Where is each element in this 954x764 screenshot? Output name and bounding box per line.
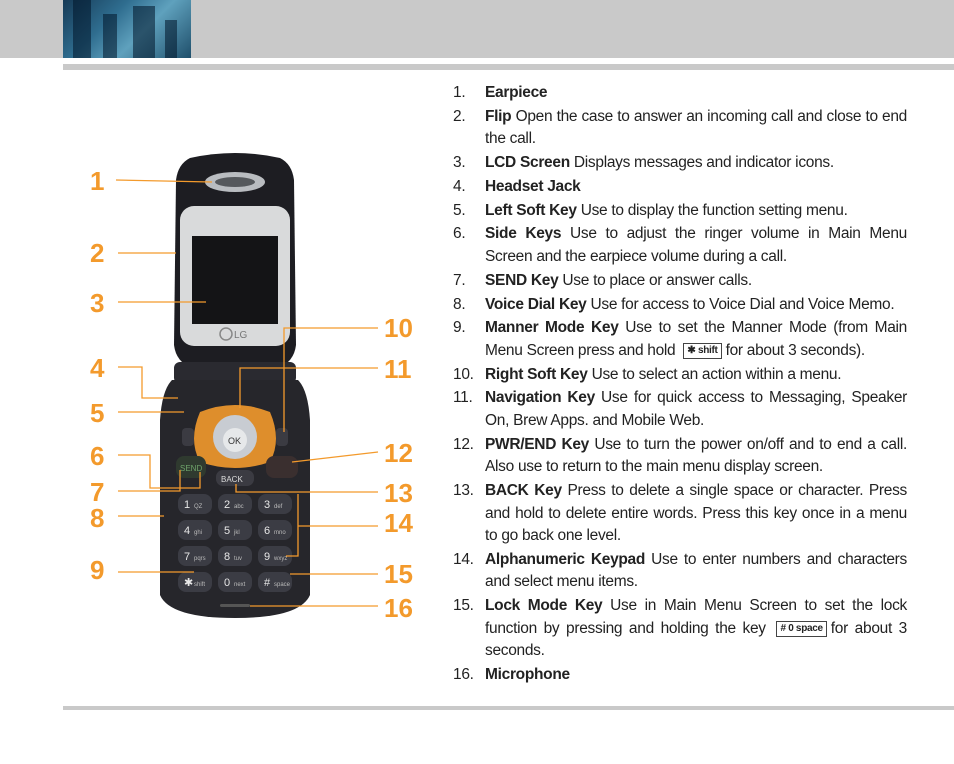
header-photo <box>63 0 191 58</box>
callout-15: 15 <box>384 559 413 589</box>
bottom-rule <box>63 706 954 710</box>
feature-description: Use to set the Manner Mode (from Main Menu Screen press and hold <box>485 319 907 359</box>
feature-name: Earpiece <box>485 84 548 101</box>
feature-item <box>453 364 907 387</box>
keypad-key-letters: abc <box>234 504 244 510</box>
keypad-key-letters: QZ <box>194 504 203 510</box>
feature-item <box>453 595 907 663</box>
feature-number: 2. <box>453 107 466 125</box>
key-icon: # 0 space <box>776 621 826 637</box>
keypad-key-label: 7 <box>184 551 191 563</box>
feature-item <box>453 664 907 687</box>
keypad-key-letters: shift <box>194 582 206 588</box>
keypad-key-letters: ghi <box>194 530 203 536</box>
feature-number: 14. <box>453 550 474 568</box>
keypad-key-label: 4 <box>184 525 191 537</box>
end-key-shape <box>266 456 298 478</box>
svg-text:BACK: BACK <box>221 475 243 484</box>
feature-number: 1. <box>453 84 466 101</box>
feature-description: Use to enter numbers and characters and select menu items. <box>485 550 907 591</box>
feature-item <box>453 294 907 317</box>
feature-description: Use to turn the power on/off and to end a call. Also use to return to the main menu display screen. <box>485 435 907 476</box>
feature-item <box>453 270 907 293</box>
feature-item <box>453 223 907 268</box>
callout-4: 4 <box>90 353 105 383</box>
feature-name: LCD Screen <box>485 154 570 172</box>
feature-number: 10. <box>453 365 474 383</box>
feature-item <box>453 176 907 199</box>
callout-12: 12 <box>384 438 413 468</box>
keypad-key-letters: def <box>274 504 283 510</box>
feature-number: 7. <box>453 271 466 289</box>
callout-16: 16 <box>384 593 413 623</box>
feature-item <box>453 106 907 151</box>
keypad-key-label: 8 <box>224 551 231 563</box>
keypad-key-label: # <box>264 577 271 589</box>
feature-number: 11. <box>453 389 473 407</box>
feature-name: Left Soft Key <box>485 201 577 219</box>
callout-13: 13 <box>384 478 413 508</box>
key-icon: ✱ shift <box>683 343 721 359</box>
feature-name: BACK Key <box>485 482 562 500</box>
feature-number: 9. <box>453 319 466 337</box>
feature-item <box>453 200 907 223</box>
feature-item <box>453 549 907 594</box>
feature-item <box>453 152 907 175</box>
keypad-key-letters: pqrs <box>194 556 206 562</box>
feature-name: Side Keys <box>485 225 562 243</box>
feature-item <box>453 480 907 548</box>
feature-name: Voice Dial Key <box>485 295 587 313</box>
callout-10: 10 <box>384 313 413 343</box>
feature-number: 8. <box>453 295 466 313</box>
callout-7: 7 <box>90 477 105 507</box>
feature-name: Headset Jack <box>485 177 581 195</box>
feature-name: Lock Mode Key <box>485 597 603 615</box>
callout-5: 5 <box>90 398 105 428</box>
feature-list <box>453 82 907 688</box>
feature-name: SEND Key <box>485 271 559 289</box>
feature-name: Manner Mode Key <box>485 319 619 337</box>
feature-description: Open the case to answer an incoming call and close to end the call. <box>485 107 907 148</box>
feature-number: 5. <box>453 201 466 219</box>
feature-name: PWR/END Key <box>485 435 589 453</box>
feature-description: Use to display the function setting menu. <box>576 201 848 219</box>
callout-11: 11 <box>384 354 412 384</box>
feature-description: Use in Main Menu Screen to set the lock function by pressing and holding the key <box>485 597 907 637</box>
keypad-key-letters: jkl <box>234 530 240 536</box>
keypad-key-label: 2 <box>224 499 231 511</box>
feature-description: Use for quick access to Messaging, Speaker On, Brew Apps. and Mobile Web. <box>485 389 907 429</box>
callout-1: 1 <box>90 166 105 196</box>
keypad-key-label: ✱ <box>184 577 194 589</box>
keypad-key-label: 3 <box>264 499 271 511</box>
feature-name: Microphone <box>485 665 570 683</box>
svg-text:SEND: SEND <box>180 464 203 473</box>
lcd-screen <box>192 236 278 324</box>
keypad-key-letters: wxyz <box>274 556 288 562</box>
callout-9: 9 <box>90 555 105 585</box>
feature-item <box>453 317 907 362</box>
feature-description: Use to place or answer calls. <box>558 271 752 289</box>
feature-name: Navigation Key <box>485 389 595 407</box>
feature-description-end: for about 3 seconds. <box>485 619 907 660</box>
feature-number: 4. <box>453 177 466 195</box>
feature-item <box>453 434 907 479</box>
keypad-key-label: 6 <box>264 525 271 537</box>
feature-item <box>453 387 907 432</box>
phone-diagram <box>60 140 430 623</box>
feature-description: Use for access to Voice Dial and Voice Memo. <box>586 295 895 313</box>
feature-description-end: for about 3 seconds). <box>725 341 865 359</box>
callout-14: 14 <box>384 508 413 538</box>
phone-illustration <box>60 140 430 623</box>
keypad-key-label: 0 <box>224 577 231 589</box>
keypad-key-label: 9 <box>264 551 271 563</box>
feature-description: Use to select an action within a menu. <box>587 365 842 383</box>
feature-name: Right Soft Key <box>485 365 588 383</box>
feature-description: Press to delete a single space or character. Press and hold to delete entire words. Press this key once in a menu to go back one level. <box>485 482 907 545</box>
callout-8: 8 <box>90 503 105 533</box>
keypad-key-letters: tuv <box>234 556 243 562</box>
feature-number: 15. <box>453 597 474 615</box>
top-rule <box>63 64 954 70</box>
feature-number: 16. <box>453 665 474 683</box>
brand-logo: LG <box>234 330 248 341</box>
keypad-key-letters: mno <box>274 530 286 536</box>
callout-2: 2 <box>90 238 105 268</box>
feature-description: Use to adjust the ringer volume in Main Menu Screen and the earpiece volume during a call. <box>485 225 907 265</box>
feature-number: 3. <box>453 154 466 172</box>
feature-name: Alphanumeric Keypad <box>485 550 646 568</box>
callout-6: 6 <box>90 441 105 471</box>
keypad-key-label: 5 <box>224 525 231 537</box>
keypad-key-letters: space <box>274 582 291 588</box>
svg-text:OK: OK <box>228 436 242 446</box>
feature-number: 13. <box>453 482 474 500</box>
feature-item <box>453 82 907 105</box>
keypad-key-letters: next <box>234 582 246 588</box>
keypad-key-label: 1 <box>184 499 191 511</box>
callout-3: 3 <box>90 288 105 318</box>
feature-number: 6. <box>453 225 466 243</box>
feature-description: Displays messages and indicator icons. <box>569 154 834 172</box>
feature-number: 12. <box>453 435 474 453</box>
feature-name: Flip <box>485 107 512 125</box>
